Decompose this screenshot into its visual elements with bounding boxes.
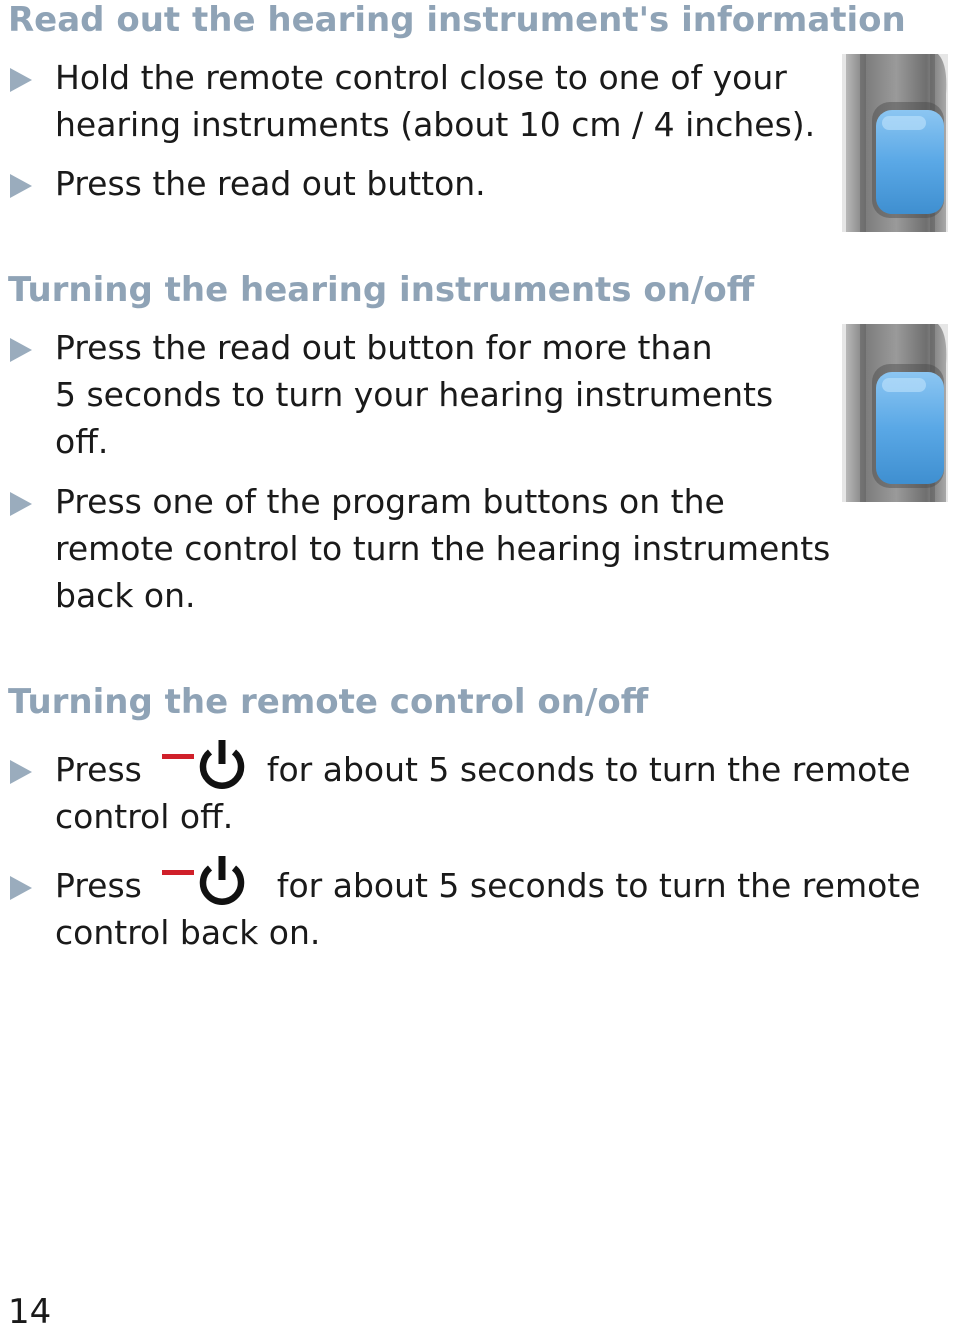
page-number: 14 [8,1292,52,1332]
bullet-text: Hold the remote control close to one of your hearing instruments (about 10 cm / 4 inches). [55,58,816,144]
remote-read-out-button-icon [842,54,948,232]
bullet-text: Press for about 5 seconds to turn the remote control off. [55,746,911,840]
bullet-arrow-icon [10,876,32,900]
remote-read-out-button-icon [842,324,948,502]
section-heading-remote-on-off: Turning the remote control on/off [8,682,649,722]
section-heading-instruments-on-off: Turning the hearing instruments on/off [8,270,755,310]
bullet-text: Press the read out button for more than 5 seconds to turn your hearing instruments off. [55,328,774,461]
bullet-arrow-icon [10,68,32,92]
bullet-arrow-icon [10,174,32,198]
bullet-text: Press for about 5 seconds to turn the remote control back on. [55,862,921,956]
minus-power-icon [160,856,250,908]
bullet-arrow-icon [10,338,32,362]
bullet-arrow-icon [10,760,32,784]
section-heading-read-out: Read out the hearing instrument's information [8,0,906,40]
minus-power-icon [160,740,250,792]
bullet-text: Press one of the program buttons on the remote control to turn the hearing instruments back on. [55,482,831,615]
bullet-text: Press the read out button. [55,164,486,203]
bullet-arrow-icon [10,492,32,516]
